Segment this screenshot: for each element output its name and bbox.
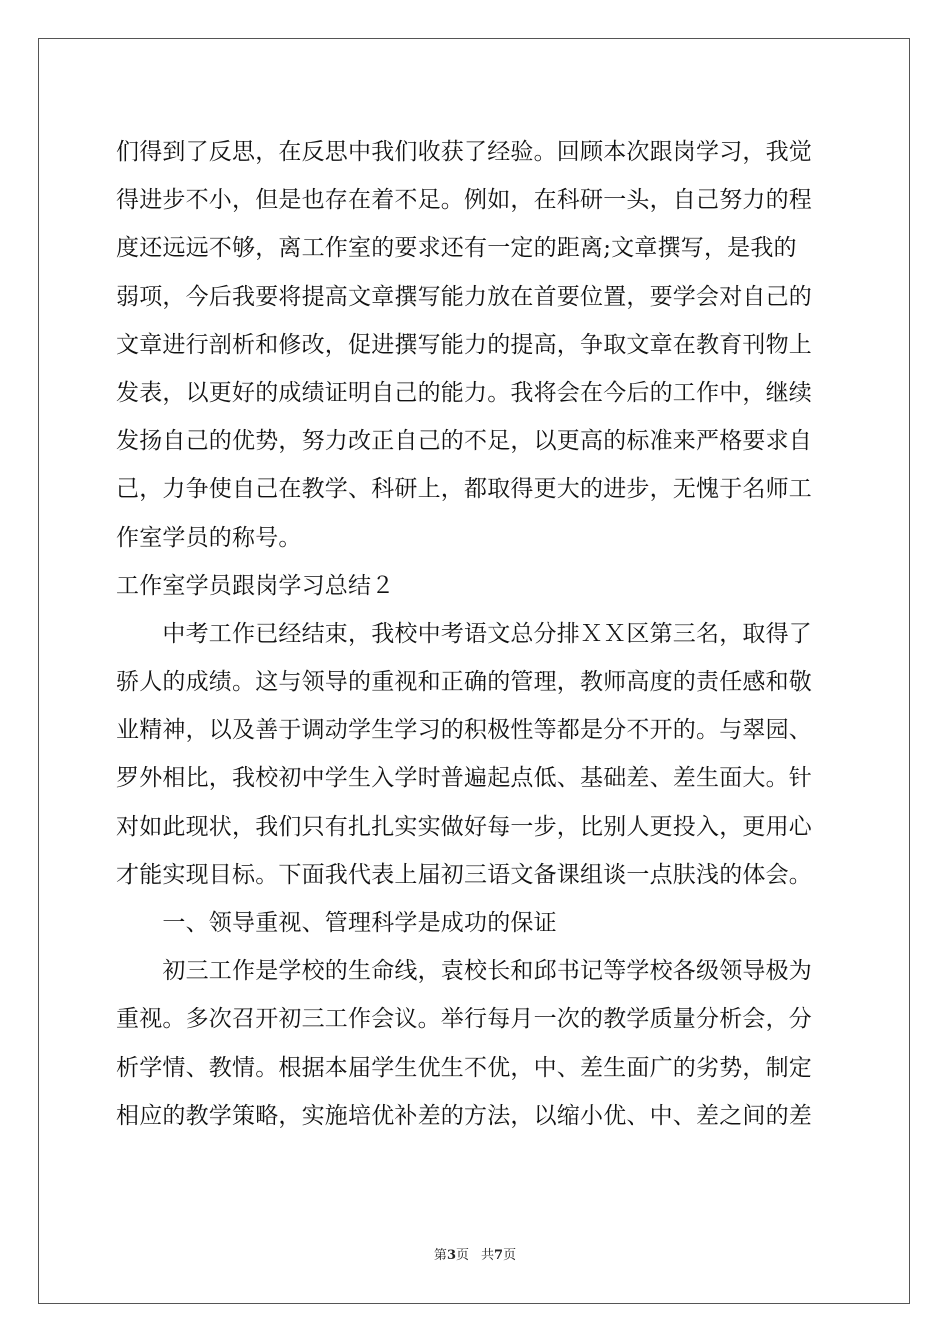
text-line: 们得到了反思，在反思中我们收获了经验。回顾本次跟岗学习，我觉	[116, 139, 812, 165]
page-number: 第3页	[433, 1248, 469, 1263]
text-line: 对如此现状，我们只有扎扎实实做好每一步，比别人更投入，更用心	[116, 813, 812, 840]
text-line: 中考工作已经结束，我校中考语文总分排ＸＸ区第三名，取得了	[116, 620, 812, 647]
text-line: 重视。多次召开初三工作会议。举行每月一次的教学质量分析会，分	[116, 1006, 812, 1033]
text-line: 罗外相比，我校初中学生入学时普遍起点低、基础差、差生面大。针	[116, 765, 812, 792]
text-line: 度还远远不够，离工作室的要求还有一定的距离;文章撰写，是我的	[116, 235, 797, 262]
text-line: 得进步不小，但是也存在着不足。例如，在科研一头，自己努力的程	[116, 187, 812, 214]
document-body	[116, 128, 836, 1140]
section-heading: 工作室学员跟岗学习总结２	[116, 572, 395, 599]
text-line: 相应的教学策略，实施培优补差的方法，以缩小优、中、差之间的差	[116, 1102, 812, 1129]
text-line: 初三工作是学校的生命线，袁校长和邱书记等学校各级领导极为	[116, 958, 812, 985]
text-line: 析学情、教情。根据本届学生优生不优，中、差生面广的劣势，制定	[116, 1054, 812, 1081]
text-line: 才能实现目标。下面我代表上届初三语文备课组谈一点肤浅的体会。	[116, 861, 812, 888]
text-line: 发扬自己的优势，努力改正自己的不足，以更高的标准来严格要求自	[116, 428, 812, 455]
text-line: 作室学员的称号。	[116, 524, 302, 551]
page-footer	[0, 1246, 950, 1266]
page-total: 共7页	[481, 1248, 517, 1263]
subsection-heading: 一、领导重视、管理科学是成功的保证	[116, 910, 557, 936]
text-line: 己，力争使自己在教学、科研上，都取得更大的进步，无愧于名师工	[116, 476, 812, 503]
text-line: 业精神，以及善于调动学生学习的积极性等都是分不开的。与翠园、	[116, 717, 812, 744]
text-line: 文章进行剖析和修改，促进撰写能力的提高，争取文章在教育刊物上	[116, 331, 812, 358]
text-line: 弱项，今后我要将提高文章撰写能力放在首要位置，要学会对自己的	[116, 283, 812, 310]
text-line: 发表，以更好的成绩证明自己的能力。我将会在今后的工作中，继续	[116, 379, 812, 406]
text-line: 骄人的成绩。这与领导的重视和正确的管理，教师高度的责任感和敬	[116, 669, 812, 696]
